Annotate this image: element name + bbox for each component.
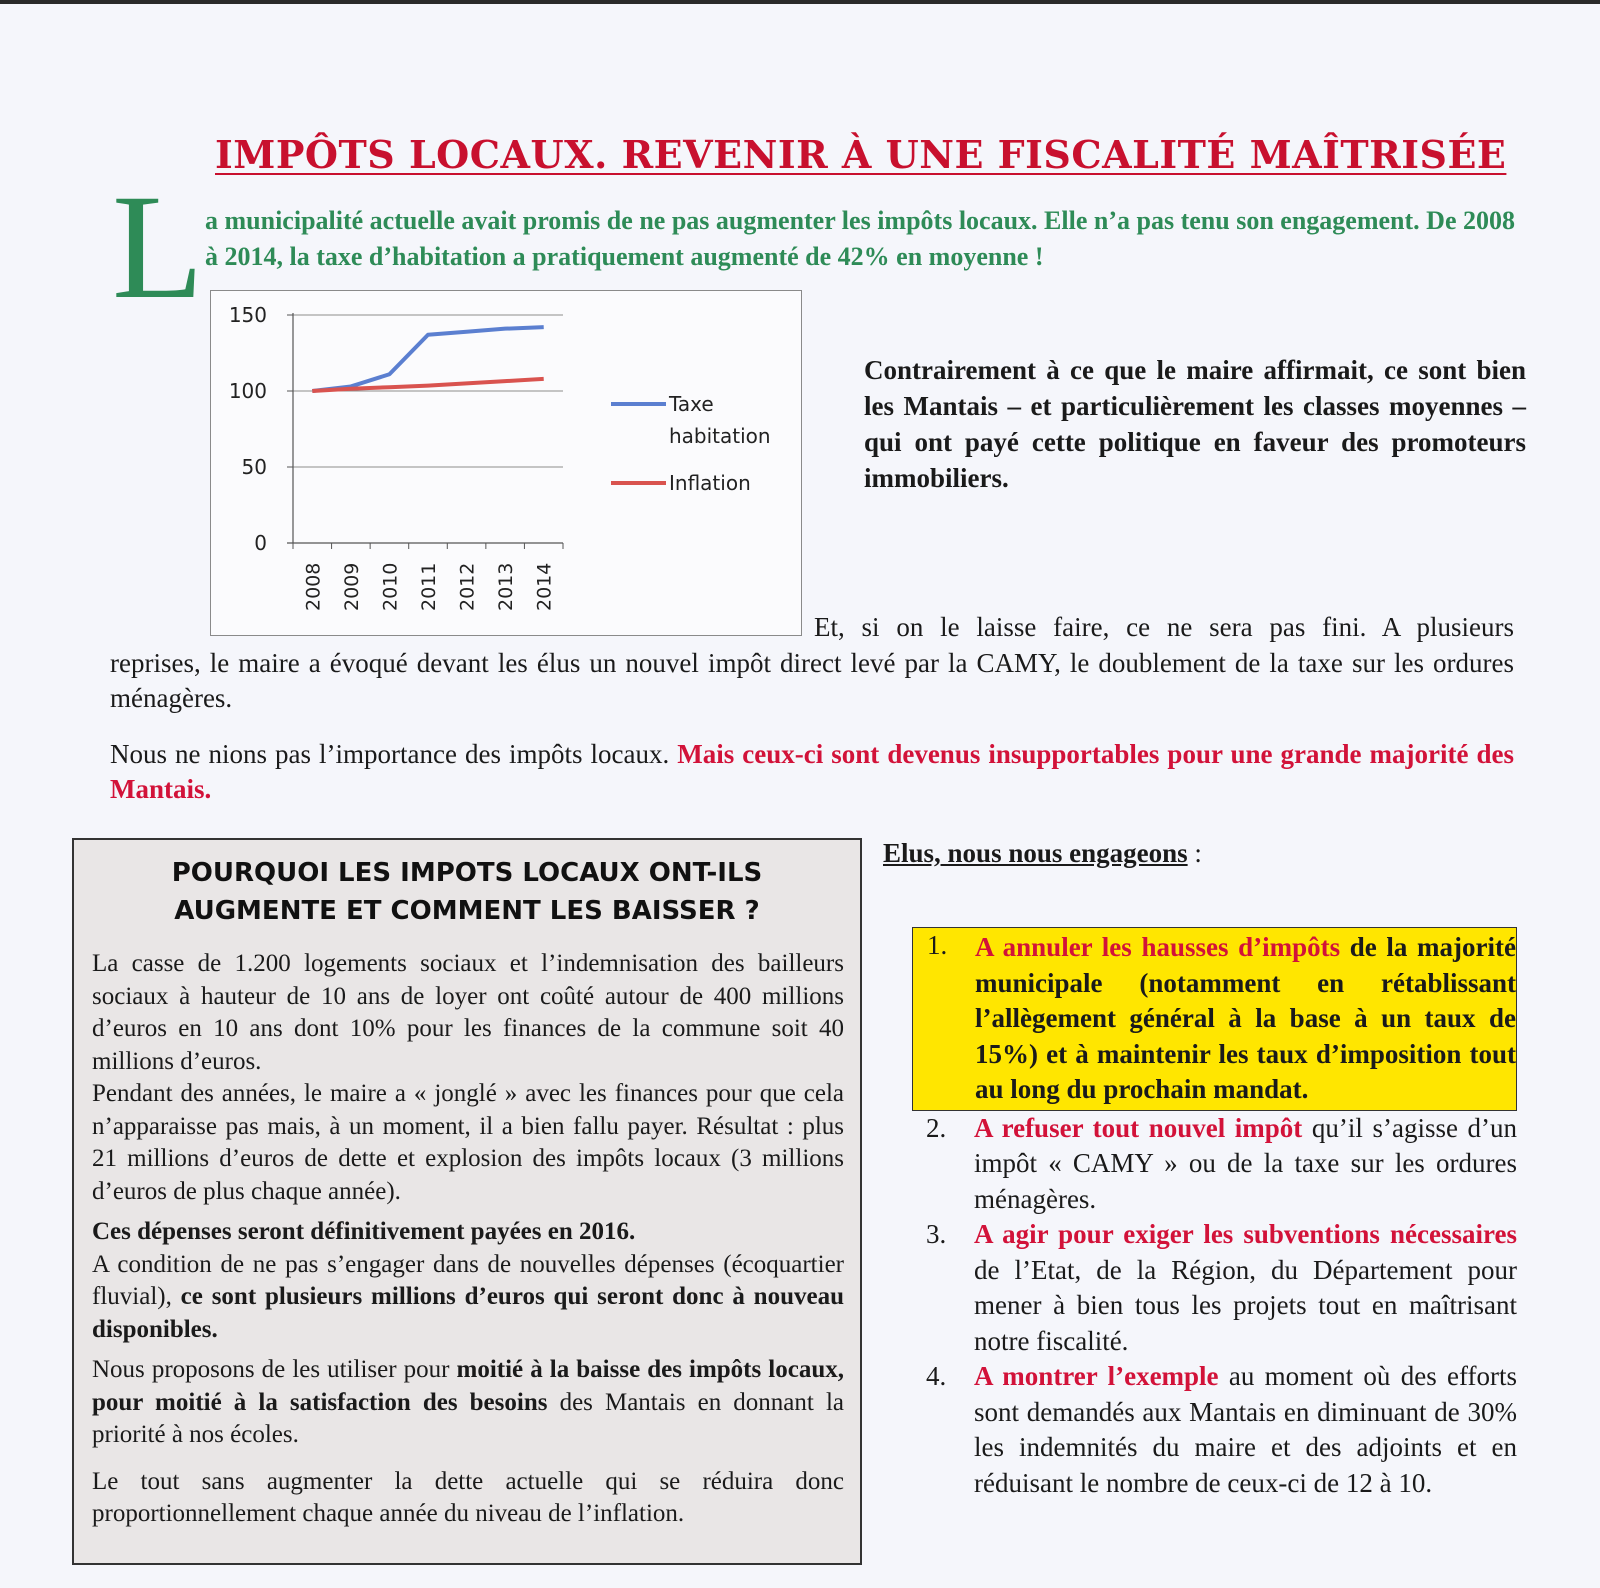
x-tick-label: 2014 (533, 562, 556, 611)
engagement-rest: qu’il s’agisse d’un impôt « CAMY » ou de la taxe sur les ordures ménagères. (974, 1112, 1518, 1214)
engagements-title-colon: : (1187, 838, 1202, 868)
paragraph3-red: Mais ceux-ci sont devenus insupportables pour une grande majorité des Mantais. (110, 739, 1514, 804)
x-tick-label: 2013 (495, 562, 518, 611)
y-tick-label: 150 (228, 303, 267, 327)
engagement-number: 3. (926, 1219, 947, 1249)
engagement-item-4 (912, 1359, 1517, 1501)
x-tick-label: 2010 (379, 562, 402, 611)
engagement-red: A refuser tout nouvel impôt (974, 1112, 1303, 1143)
engagement-item-1 (912, 927, 1517, 1111)
sidebar-p4 (92, 1249, 844, 1347)
sidebar-p2: Pendant des années, le maire a « jonglé » avec les finances pour que cela n’apparaisse pas mais, à un moment, il a bien fallu payer. Résultat : plus 21 millions d’euros de dette et explosion des impôts locaux (3 millions d’euros de plus chaque année). (92, 1080, 844, 1205)
engagement-red: A annuler les hausses d’impôts (975, 932, 1341, 962)
sidebar-p5-bold: moitié à la baisse des impôts locaux, pour moitié à la satisfaction des besoins (92, 1356, 844, 1416)
legend-label: Taxe (669, 392, 714, 416)
chart-svg (211, 291, 803, 637)
engagement-rest: de l’Etat, de la Région, du Département pour mener à bien tous les projets tout en maîtrisant notre fiscalité. (974, 1254, 1517, 1356)
paragraph2-line1: Et, si on le laisse faire, ce ne sera pas fini. A plusieurs (814, 612, 1514, 642)
sidebar-p1: La casse de 1.200 logements sociaux et l’indemnisation des bailleurs sociaux à hauteur de 10 ans de loyer ont coûté autour de 400 millions d’euros en 10 ans dont 10% pour les finances de la commune soit 40 millions d’euros. (92, 950, 844, 1075)
paragraph3 (110, 737, 1514, 807)
engagement-number: 1. (927, 930, 948, 960)
sidebar-heading-line2: AUGMENTE ET COMMENT LES BAISSER ? (174, 896, 760, 926)
sidebar-p6: Le tout sans augmenter la dette actuelle qui se réduira donc proportionnellement chaque année du niveau de l’inflation. (92, 1467, 844, 1527)
engagement-number: 2. (926, 1112, 947, 1143)
legend-label: habitation (669, 424, 771, 448)
y-tick-label: 100 (228, 379, 267, 403)
right-paragraph: Contrairement à ce que le maire affirmait, ce sont bien les Mantais – et particulièrement les classes moyennes – qui ont payé cette politique en faveur des promoteurs immobiliers. (864, 355, 1526, 493)
engagement-rest: au moment où des efforts sont demandés aux Mantais en diminuant de 30% les indemnités du maire et des adjoints et en réduisant le nombre de ceux-ci de 12 à 10. (974, 1361, 1517, 1498)
engagement-rest: de la majorité municipale (notamment en rétablissant l’allègement général à la base à un taux de 15%) et à maintenir les taux d’imposition tout au long du prochain mandat. (975, 932, 1516, 1104)
sidebar-box (72, 838, 862, 1565)
x-tick-label: 2008 (302, 562, 325, 611)
sidebar-p5 (92, 1354, 844, 1452)
engagements-list (912, 927, 1517, 1501)
paragraph2-rest: reprises, le maire a évoqué devant les élus un nouvel impôt direct levé par la CAMY, le doublement de la taxe sur les ordures ménagères. (110, 648, 1514, 713)
sidebar-p3-bold: Ces dépenses seront définitivement payées en 2016. (92, 1218, 636, 1245)
engagement-red: A montrer l’exemple (974, 1361, 1219, 1391)
x-tick-label: 2012 (456, 562, 479, 611)
x-tick-label: 2009 (340, 562, 363, 611)
sidebar-p4-bold: ce sont plusieurs millions d’euros qui seront donc à nouveau disponibles. (92, 1283, 844, 1343)
sidebar-p5-a: Nous proposons de les utiliser pour (92, 1356, 457, 1383)
sidebar-heading-line1: POURQUOI LES IMPOTS LOCAUX ONT-ILS (171, 858, 763, 888)
page-title: IMPÔTS LOCAUX. REVENIR À UNE FISCALITÉ MAÎTRISÉE (215, 132, 1507, 177)
sidebar-p3 (92, 1216, 844, 1249)
engagement-number: 4. (926, 1361, 947, 1391)
drop-cap: L (112, 164, 204, 330)
intro-text: a municipalité actuelle avait promis de ne pas augmenter les impôts locaux. Elle n’a pas tenu son engagement. De 2008 à 2014, la taxe d’habitation a pratiquement augmenté de 42% en moyenne ! (205, 206, 1515, 271)
y-tick-label: 0 (254, 531, 267, 555)
paragraph3-normal: Nous ne nions pas l’importance des impôts locaux. (110, 739, 678, 769)
sidebar-body (92, 948, 844, 1531)
engagement-item-3 (912, 1217, 1517, 1359)
sidebar-p5-b: des Mantais en donnant la priorité à nos écoles. (92, 1388, 844, 1448)
sidebar-heading (74, 854, 860, 930)
engagements-title (883, 838, 1202, 869)
engagement-red: A agir pour exiger les subventions nécessaires (974, 1219, 1517, 1249)
y-tick-label: 50 (241, 455, 267, 479)
engagement-item-2 (912, 1111, 1517, 1218)
x-tick-label: 2011 (418, 562, 440, 611)
engagements-title-text: Elus, nous nous engageons (883, 838, 1188, 868)
top-edge (0, 0, 1600, 4)
line-chart (210, 290, 802, 636)
legend-label: Inflation (669, 471, 751, 495)
sidebar-p4-normal: A condition de ne pas s’engager dans de nouvelles dépenses (écoquartier fluvial), (92, 1250, 844, 1310)
